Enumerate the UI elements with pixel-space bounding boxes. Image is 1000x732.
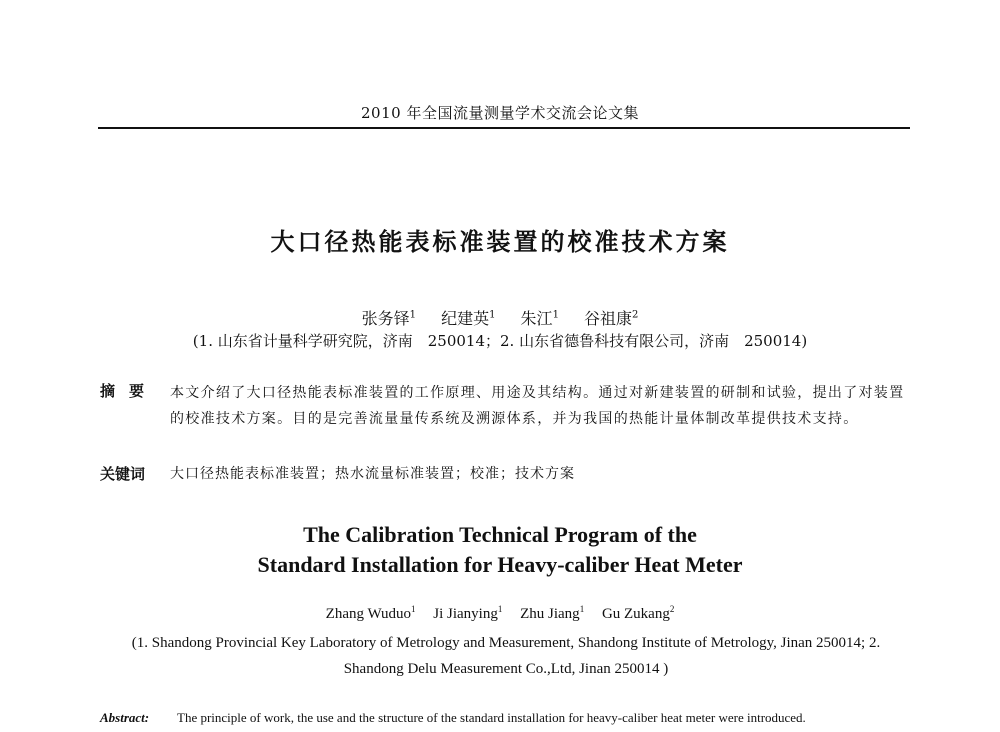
author-affiliation-mark: 1 bbox=[489, 309, 496, 321]
author-name: Gu Zukang bbox=[601, 606, 670, 622]
author-affiliation-mark: 1 bbox=[497, 604, 503, 614]
author-list-en bbox=[0, 604, 1000, 623]
author-name: 朱江 bbox=[520, 309, 553, 328]
author-en bbox=[520, 606, 584, 622]
author-en bbox=[602, 606, 674, 622]
author-name: Ji Jianying bbox=[433, 606, 498, 622]
author-cn bbox=[521, 309, 559, 328]
abstract-label-en: Abstract: bbox=[100, 710, 150, 725]
author-cn bbox=[584, 309, 638, 328]
author-cn bbox=[362, 309, 416, 328]
abstract-text-cn: 本文介绍了大口径热能表标准装置的工作原理、用途及其结构。通过对新建装置的研制和试验，提出了对装置的校准技术方案。目的是完善流量量传系统及溯源体系，并为我国的热能计量体制改革提供技术支持。 bbox=[170, 385, 905, 427]
author-name: Zhu Jiang bbox=[520, 606, 580, 622]
author-name: 张务铎 bbox=[361, 309, 410, 328]
author-affiliation-mark: 2 bbox=[669, 604, 675, 614]
title-en-line: The Calibration Technical Program of the bbox=[303, 522, 697, 547]
author-list-cn bbox=[0, 306, 1000, 329]
author-name: Zhang Wuduo bbox=[325, 606, 412, 622]
paper-title-en bbox=[0, 520, 1000, 580]
running-header: 2010 年全国流量测量学术交流会论文集 bbox=[361, 104, 639, 122]
author-name: 谷祖康 bbox=[584, 309, 633, 328]
author-cn bbox=[441, 309, 495, 328]
title-en-line: Standard Installation for Heavy-caliber Heat Meter bbox=[257, 552, 743, 577]
author-affiliation-mark: 2 bbox=[632, 309, 639, 321]
author-affiliation-mark: 1 bbox=[411, 604, 416, 614]
paper-title-cn: 大口径热能表标准装置的校准技术方案 bbox=[270, 227, 730, 256]
author-name: 纪建英 bbox=[441, 309, 490, 328]
affiliation-cn: (1. 山东省计量科学研究院，济南 250014；2. 山东省德鲁科技有限公司，济南 250014) bbox=[192, 332, 808, 350]
affiliation-en: (1. Shandong Provincial Key Laboratory of Metrology and Measurement, Shandong Institute of Metrology, Jinan 250014; 2. Shandong Delu Measurement Co.,Ltd, Jinan 250014 ) bbox=[131, 635, 881, 677]
author-affiliation-mark: 1 bbox=[579, 604, 585, 614]
keywords-text-cn: 大口径热能表标准装置；热水流量标准装置；校准；技术方案 bbox=[170, 466, 575, 482]
author-affiliation-mark: 1 bbox=[552, 309, 559, 321]
author-affiliation-mark: 1 bbox=[409, 309, 416, 321]
header-rule bbox=[98, 127, 910, 129]
abstract-text-en: The principle of work, the use and the structure of the standard installation for heavy-caliber heat meter were introduced. bbox=[177, 710, 806, 725]
abstract-label-cn: 摘要 bbox=[100, 382, 159, 400]
keywords-label-cn: 关键词 bbox=[100, 465, 146, 483]
author-en bbox=[433, 606, 502, 622]
author-en bbox=[326, 606, 416, 622]
